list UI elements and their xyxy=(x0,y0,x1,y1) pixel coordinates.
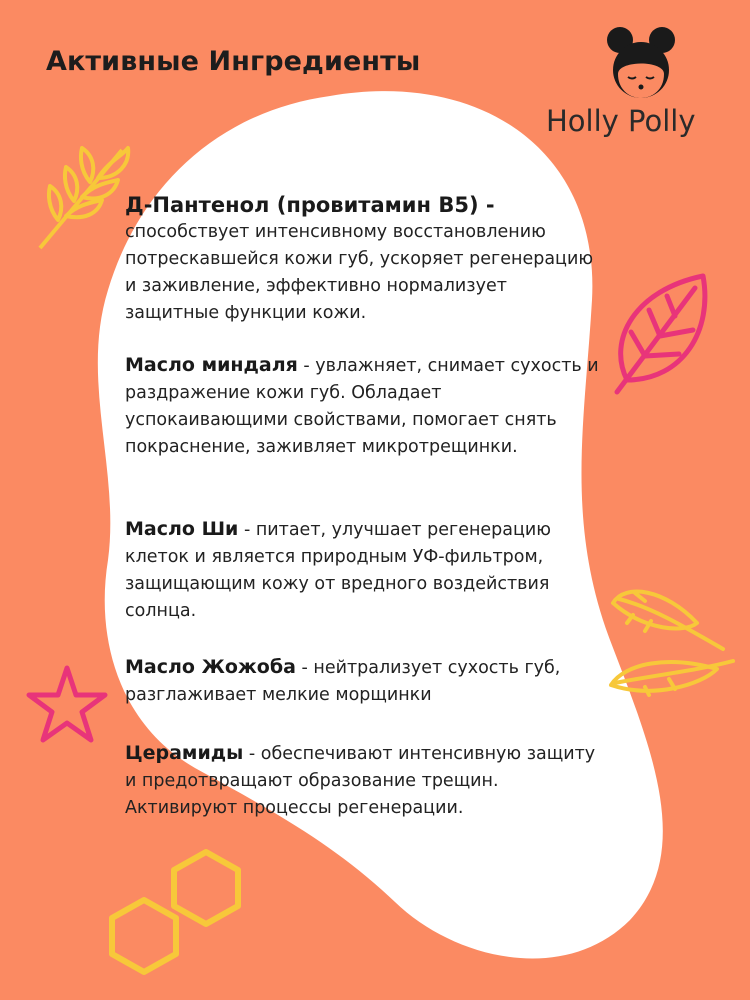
wheat-icon xyxy=(30,140,140,255)
ingredient-almond-oil xyxy=(125,352,605,461)
brand-name: Holly Polly xyxy=(546,104,696,138)
ingredient-description: - обеспечивают интенсивную защиту и предотвращают образование трещин. Активируют процессы регенерации. xyxy=(125,744,596,818)
page-title: Активные Ингредиенты xyxy=(46,46,421,77)
ingredient-name: Церамиды xyxy=(125,742,244,764)
feather-icon xyxy=(605,575,740,710)
leaf-icon xyxy=(605,270,715,395)
star-icon xyxy=(22,660,112,750)
ingredient-name: Масло Ши xyxy=(125,518,239,540)
ingredient-name: Д-Пантенол (провитамин В5) - xyxy=(125,193,495,217)
ingredient-description: - увлажняет, снимает сухость и раздражение кожи губ. Обладает успокаивающими свойствами, помогает снять покраснение, заживляет микротрещинки. xyxy=(125,356,599,457)
ingredient-shea-butter xyxy=(125,516,605,625)
ingredient-panthenol xyxy=(125,192,605,327)
hexagon-icon xyxy=(100,840,260,990)
ingredient-description: - питает, улучшает регенерацию клеток и является природным УФ-фильтром, защищающим кожу от вредного воздействия солнца. xyxy=(125,520,552,621)
girl-logo-icon xyxy=(596,26,686,101)
ingredient-jojoba-oil xyxy=(125,654,605,709)
ingredient-description: способствует интенсивному восстановлению потрескавшейся кожи губ, ускоряет регенерацию и заживление, эффективно нормализует защитные функции кожи. xyxy=(125,222,594,323)
ingredient-description: - нейтрализует сухость губ, разглаживает мелкие морщинки xyxy=(125,658,561,705)
ingredient-ceramides xyxy=(125,740,605,822)
ingredient-name: Масло миндаля xyxy=(125,354,298,376)
ingredient-name: Масло Жожоба xyxy=(125,656,296,678)
